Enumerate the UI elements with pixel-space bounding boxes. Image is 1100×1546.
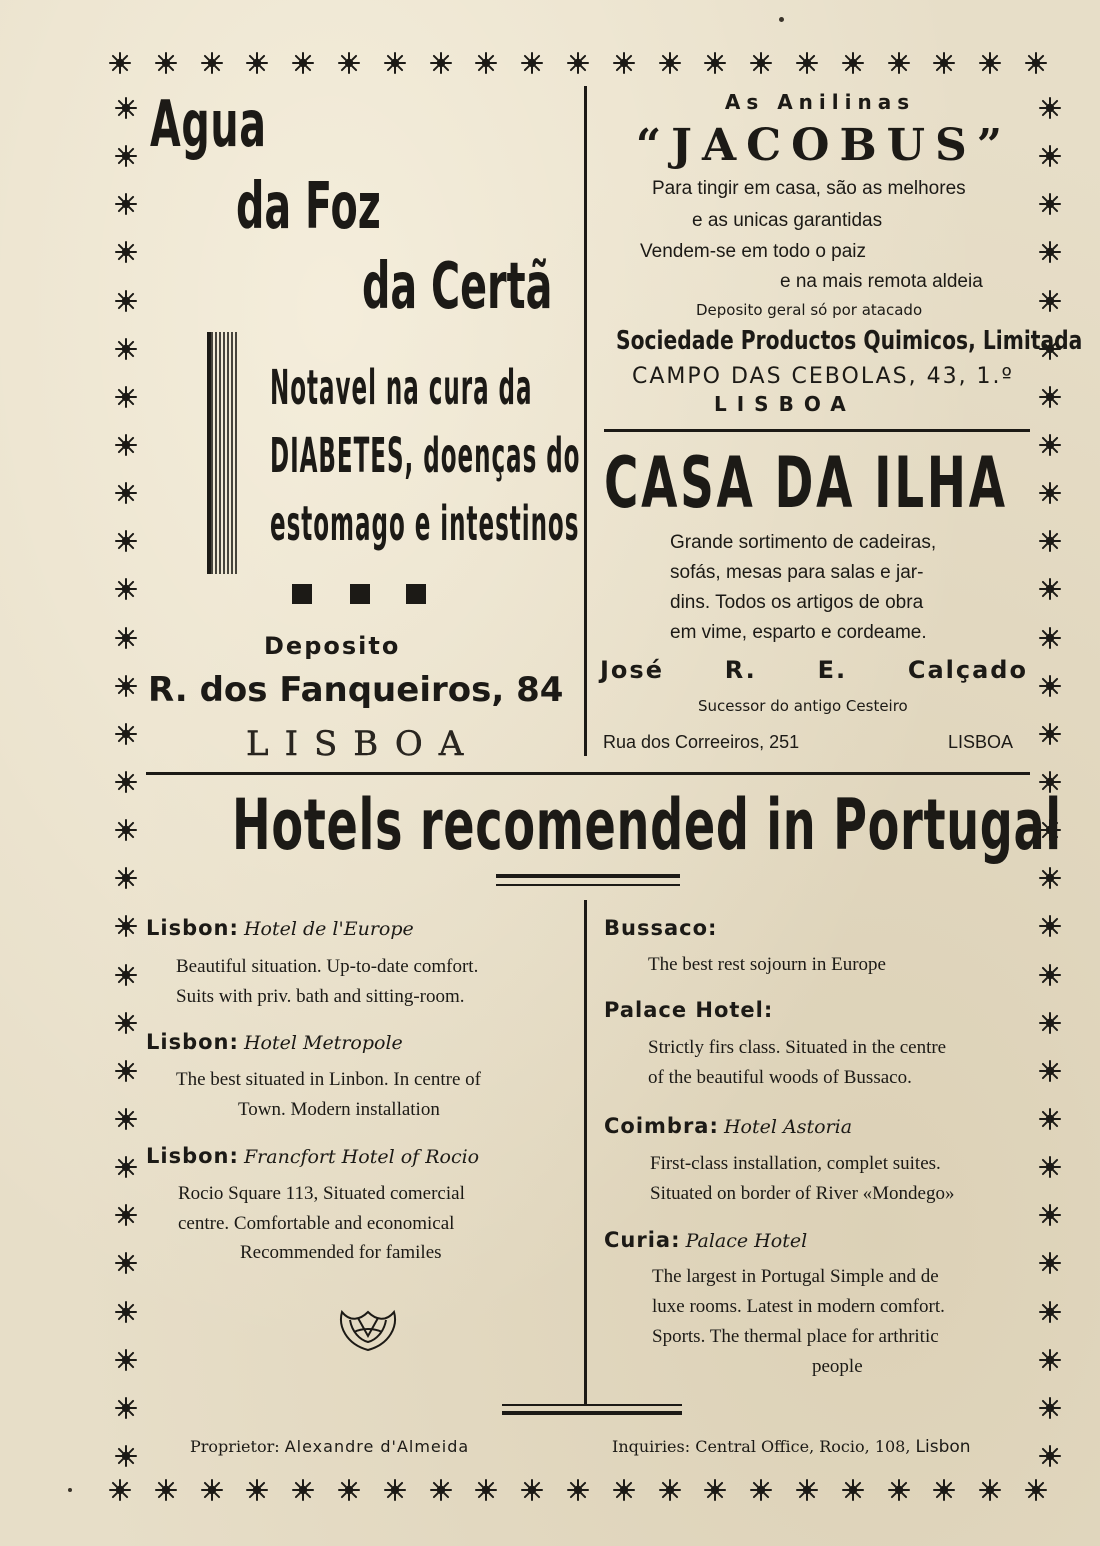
square-ornament	[350, 584, 370, 604]
hotel-city: Palace Hotel:	[604, 998, 774, 1022]
casa-desc-line3: dins. Todos os artigos de obra	[670, 592, 924, 613]
starburst-ornament-icon	[114, 1251, 138, 1275]
casa-desc-line4: em vime, esparto e cordeame.	[670, 622, 927, 643]
starburst-ornament-icon	[1038, 674, 1062, 698]
starburst-ornament-icon	[114, 481, 138, 505]
starburst-ornament-icon	[114, 818, 138, 842]
starburst-ornament-icon	[114, 385, 138, 409]
starburst-ornament-icon	[108, 51, 132, 75]
hotel-description-line: Rocio Square 113, Situated comercial	[178, 1183, 465, 1204]
starburst-ornament-icon	[1038, 1444, 1062, 1468]
hatched-bar-decoration	[207, 332, 237, 574]
starburst-ornament-icon	[1038, 529, 1062, 553]
hotels-title: Hotels recomended in Portugal	[232, 784, 1062, 866]
hotel-description-line: Strictly firs class. Situated in the centre	[648, 1037, 947, 1058]
deposito-city: LISBOA	[246, 724, 480, 764]
starburst-ornament-icon	[932, 1478, 956, 1502]
jacobus-heading: As Anilinas	[724, 90, 916, 114]
hotel-city: Coimbra:	[604, 1114, 719, 1138]
starburst-ornament-icon	[114, 1396, 138, 1420]
jacobus-line2: e as unicas garantidas	[692, 210, 883, 231]
starburst-ornament-icon	[114, 866, 138, 890]
casa-city: LISBOA	[948, 732, 1014, 752]
hotel-entry-heading	[604, 1228, 807, 1252]
starburst-ornament-icon	[1024, 51, 1048, 75]
hotel-city: Lisbon:	[146, 916, 239, 940]
starburst-ornament-icon	[114, 674, 138, 698]
hotel-entry-heading	[604, 1114, 852, 1138]
starburst-ornament-icon	[978, 51, 1002, 75]
starburst-ornament-icon	[1038, 722, 1062, 746]
section-divider	[146, 772, 1030, 775]
starburst-ornament-icon	[1038, 1348, 1062, 1372]
casa-address: Rua dos Correeiros, 251	[603, 732, 800, 752]
starburst-ornament-icon	[474, 51, 498, 75]
hotel-city: Lisbon:	[146, 1030, 239, 1054]
hotel-description-line: The largest in Portugal Simple and de	[652, 1266, 939, 1287]
starburst-ornament-icon	[1038, 914, 1062, 938]
starburst-ornament-icon	[932, 51, 956, 75]
starburst-ornament-icon	[1038, 963, 1062, 987]
starburst-ornament-icon	[114, 192, 138, 216]
starburst-ornament-icon	[703, 1478, 727, 1502]
jacobus-line1: Para tingir em casa, são as melhores	[652, 178, 966, 199]
proprietor-name: Alexandre d'Almeida	[284, 1437, 470, 1456]
starburst-ornament-icon	[1038, 385, 1062, 409]
starburst-ornament-icon	[337, 1478, 361, 1502]
cure-text-line2: DIABETES, doenças do	[270, 428, 581, 484]
starburst-ornament-icon	[114, 1348, 138, 1372]
hotel-description-line: people	[812, 1356, 863, 1377]
square-ornament	[292, 584, 312, 604]
deposito-address: R. dos Fanqueiros, 84	[148, 670, 564, 710]
hotel-city: Lisbon:	[146, 1144, 239, 1168]
starburst-ornament-icon	[566, 1478, 590, 1502]
starburst-ornament-icon	[978, 1478, 1002, 1502]
starburst-ornament-icon	[200, 51, 224, 75]
ornamental-border-bottom	[108, 1478, 1048, 1502]
starburst-ornament-icon	[566, 51, 590, 75]
casa-title: CASA DA ILHA	[604, 442, 1008, 524]
starburst-ornament-icon	[1038, 1300, 1062, 1324]
jacobus-city: LISBOA	[714, 392, 856, 416]
starburst-ornament-icon	[114, 1011, 138, 1035]
starburst-ornament-icon	[291, 51, 315, 75]
footer-inquiries	[612, 1437, 971, 1457]
casa-successor: Sucessor do antigo Cesteiro	[698, 697, 908, 715]
starburst-ornament-icon	[1038, 481, 1062, 505]
starburst-ornament-icon	[114, 96, 138, 120]
title-underline-thick	[496, 874, 680, 878]
starburst-ornament-icon	[154, 1478, 178, 1502]
hotel-description-line: Situated on border of River «Mondego»	[650, 1183, 955, 1204]
starburst-ornament-icon	[108, 1478, 132, 1502]
title-underline-thin	[496, 884, 680, 886]
square-ornament	[406, 584, 426, 604]
cure-text-line3: estomago e intestinos	[270, 496, 580, 552]
inquiries-city: Lisbon	[915, 1437, 971, 1457]
advert-title-line2: da Foz	[236, 170, 381, 244]
footer-proprietor	[190, 1437, 469, 1456]
starburst-ornament-icon	[1038, 1251, 1062, 1275]
starburst-ornament-icon	[1038, 1059, 1062, 1083]
starburst-ornament-icon	[154, 51, 178, 75]
starburst-ornament-icon	[1038, 96, 1062, 120]
starburst-ornament-icon	[429, 1478, 453, 1502]
hotel-name: Palace Hotel	[685, 1230, 808, 1252]
starburst-ornament-icon	[1038, 1011, 1062, 1035]
deposito-label: Deposito	[264, 632, 401, 660]
advert-title-line1: Agua	[150, 88, 267, 162]
starburst-ornament-icon	[474, 1478, 498, 1502]
hotel-description-line: Recommended for familes	[240, 1242, 442, 1263]
starburst-ornament-icon	[887, 1478, 911, 1502]
starburst-ornament-icon	[114, 963, 138, 987]
hotel-description-line: Sports. The thermal place for arthritic	[652, 1326, 939, 1347]
starburst-ornament-icon	[612, 1478, 636, 1502]
starburst-ornament-icon	[114, 722, 138, 746]
starburst-ornament-icon	[887, 51, 911, 75]
ornamental-border-right	[1038, 96, 1062, 1468]
hotel-entry-heading	[604, 998, 773, 1022]
hotel-description-line: Town. Modern installation	[238, 1099, 440, 1120]
starburst-ornament-icon	[114, 1155, 138, 1179]
starburst-ornament-icon	[1038, 192, 1062, 216]
hotel-entry-heading	[146, 1030, 403, 1054]
starburst-ornament-icon	[245, 1478, 269, 1502]
starburst-ornament-icon	[520, 51, 544, 75]
casa-owner-part: R.	[724, 656, 757, 684]
hotel-description-line: of the beautiful woods of Bussaco.	[648, 1067, 912, 1088]
starburst-ornament-icon	[1038, 577, 1062, 601]
starburst-ornament-icon	[749, 51, 773, 75]
hotel-city: Bussaco:	[604, 916, 718, 940]
starburst-ornament-icon	[1024, 1478, 1048, 1502]
starburst-ornament-icon	[114, 433, 138, 457]
starburst-ornament-icon	[429, 51, 453, 75]
starburst-ornament-icon	[658, 51, 682, 75]
starburst-ornament-icon	[114, 1203, 138, 1227]
starburst-ornament-icon	[795, 1478, 819, 1502]
hotel-description-line: The best rest sojourn in Europe	[648, 954, 886, 975]
jacobus-brand: “JACOBUS”	[635, 120, 1013, 171]
casa-desc-line2: sofás, mesas para salas e jar-	[670, 562, 924, 583]
starburst-ornament-icon	[114, 1059, 138, 1083]
casa-desc-line1: Grande sortimento de cadeiras,	[670, 532, 937, 553]
hotel-name: Francfort Hotel of Rocio	[243, 1146, 480, 1168]
hotel-name: Hotel Astoria	[723, 1116, 853, 1138]
starburst-ornament-icon	[114, 770, 138, 794]
starburst-ornament-icon	[612, 51, 636, 75]
starburst-ornament-icon	[114, 577, 138, 601]
starburst-ornament-icon	[291, 1478, 315, 1502]
starburst-ornament-icon	[1038, 1155, 1062, 1179]
casa-owner-part: E.	[817, 656, 848, 684]
starburst-ornament-icon	[1038, 433, 1062, 457]
starburst-ornament-icon	[1038, 866, 1062, 890]
hotel-name: Hotel de l'Europe	[243, 918, 414, 940]
starburst-ornament-icon	[114, 144, 138, 168]
starburst-ornament-icon	[114, 1107, 138, 1131]
hotel-description-line: Beautiful situation. Up-to-date comfort.	[176, 956, 479, 977]
starburst-ornament-icon	[1038, 626, 1062, 650]
jacobus-company: Sociedade Productos Quimicos, Limitada	[616, 326, 1083, 356]
starburst-ornament-icon	[200, 1478, 224, 1502]
hotels-end-rule-thin	[502, 1404, 682, 1406]
hotel-entry-heading	[604, 916, 717, 940]
starburst-ornament-icon	[383, 1478, 407, 1502]
cure-text-line1: Notavel na cura da	[270, 360, 533, 416]
hotel-description-line: centre. Comfortable and economical	[178, 1213, 455, 1234]
starburst-ornament-icon	[1038, 1396, 1062, 1420]
starburst-ornament-icon	[383, 51, 407, 75]
starburst-ornament-icon	[245, 51, 269, 75]
jacobus-line3: Vendem-se em todo o paiz	[640, 241, 867, 262]
ink-speck	[779, 17, 784, 22]
starburst-ornament-icon	[1038, 1107, 1062, 1131]
advert-title-line3: da Certã	[362, 250, 553, 324]
vertical-bar-decoration	[207, 332, 211, 574]
top-column-divider	[584, 86, 587, 756]
jacobus-casa-divider	[604, 429, 1030, 432]
ornamental-border-left	[114, 96, 138, 1468]
casa-owner-part: Calçado	[907, 656, 1028, 684]
starburst-ornament-icon	[520, 1478, 544, 1502]
starburst-ornament-icon	[114, 240, 138, 264]
casa-owner-part: José	[600, 656, 664, 684]
starburst-ornament-icon	[337, 51, 361, 75]
starburst-ornament-icon	[114, 626, 138, 650]
hotel-description-line: Suits with priv. bath and sitting-room.	[176, 986, 465, 1007]
starburst-ornament-icon	[114, 529, 138, 553]
hotel-entry-heading	[146, 916, 414, 940]
ink-speck	[68, 1488, 72, 1492]
inquiries-label: Inquiries: Central Office, Rocio, 108,	[612, 1437, 911, 1456]
starburst-ornament-icon	[1038, 240, 1062, 264]
hotel-description-line: First-class installation, complet suites.	[650, 1153, 941, 1174]
starburst-ornament-icon	[795, 51, 819, 75]
starburst-ornament-icon	[114, 1444, 138, 1468]
starburst-ornament-icon	[841, 51, 865, 75]
jacobus-line4: e na mais remota aldeia	[780, 271, 983, 292]
proprietor-label: Proprietor:	[190, 1437, 280, 1456]
starburst-ornament-icon	[1038, 289, 1062, 313]
starburst-ornament-icon	[114, 289, 138, 313]
monogram-emblem-icon	[336, 1306, 400, 1354]
starburst-ornament-icon	[1038, 1203, 1062, 1227]
starburst-ornament-icon	[114, 337, 138, 361]
starburst-ornament-icon	[114, 1300, 138, 1324]
hotel-description-line: The best situated in Linbon. In centre of	[176, 1069, 481, 1090]
hotels-column-divider	[584, 900, 587, 1406]
starburst-ornament-icon	[749, 1478, 773, 1502]
starburst-ornament-icon	[658, 1478, 682, 1502]
starburst-ornament-icon	[114, 914, 138, 938]
hotel-city: Curia:	[604, 1228, 681, 1252]
starburst-ornament-icon	[841, 1478, 865, 1502]
hotel-name: Hotel Metropole	[243, 1032, 403, 1054]
jacobus-address: CAMPO DAS CEBOLAS, 43, 1.º	[632, 364, 1014, 389]
hotels-end-rule-thick	[502, 1411, 682, 1415]
starburst-ornament-icon	[703, 51, 727, 75]
jacobus-deposit-note: Deposito geral só por atacado	[696, 301, 923, 319]
hotel-entry-heading	[146, 1144, 479, 1168]
ornamental-border-top	[108, 51, 1048, 75]
hotel-description-line: luxe rooms. Latest in modern comfort.	[652, 1296, 945, 1317]
casa-owner	[600, 656, 1028, 684]
